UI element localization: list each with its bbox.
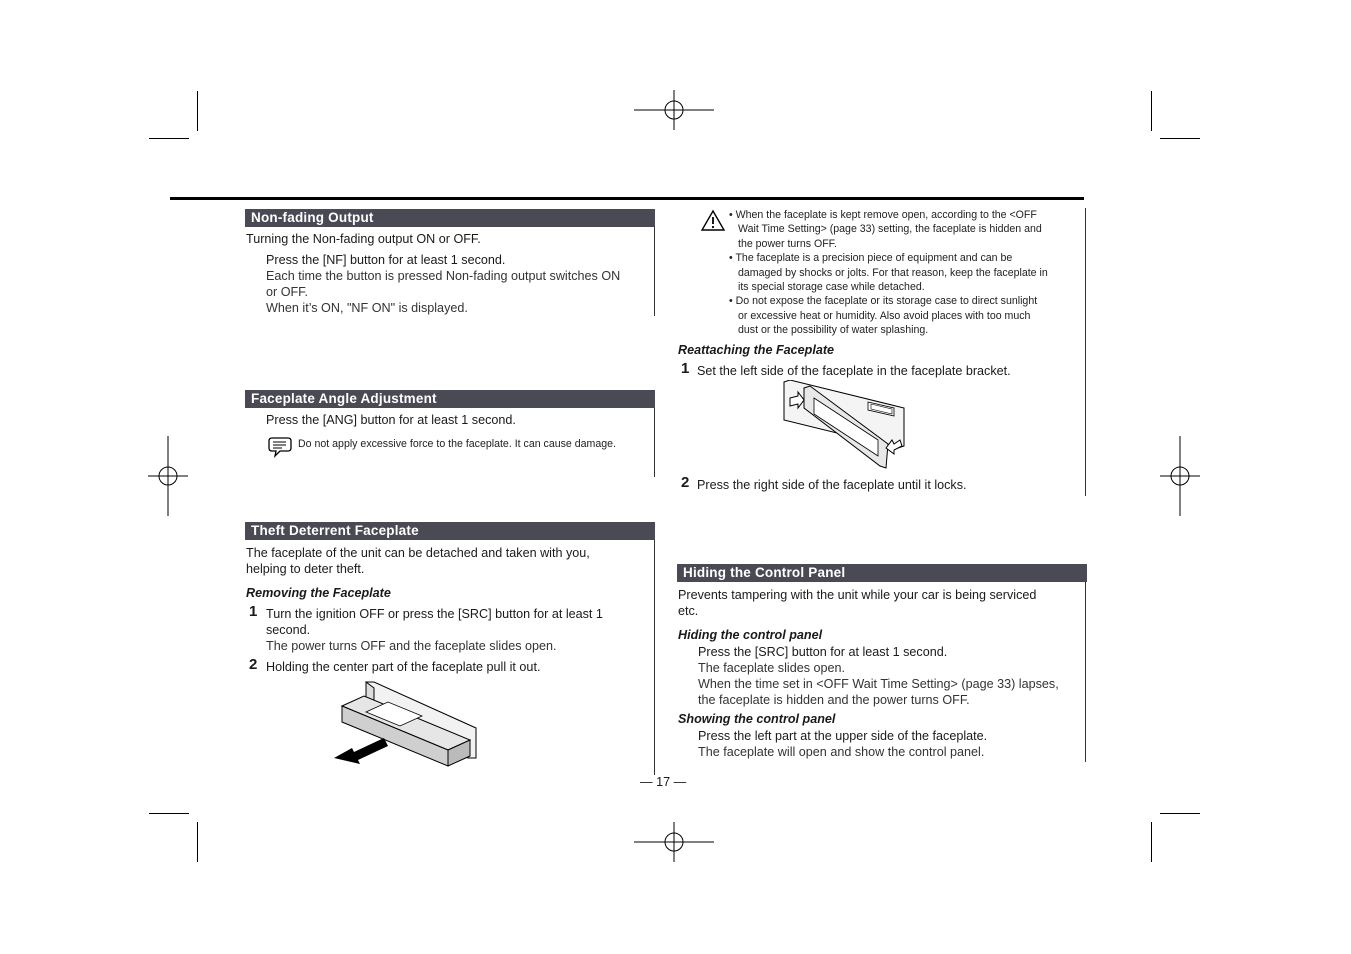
caution-bullet: • The faceplate is a precision piece of equipment and can be <box>729 252 1013 264</box>
step-number: 2 <box>249 656 258 673</box>
left-column-rule-2 <box>654 407 655 477</box>
section-heading: Theft Deterrent Faceplate <box>245 522 655 540</box>
show-heading: Showing the control panel <box>678 712 836 726</box>
removing-heading: Removing the Faceplate <box>246 586 391 600</box>
caution-bullet: • Do not expose the faceplate or its storage case to direct sunlight <box>729 295 1038 307</box>
step-note: When the time set in <OFF Wait Time Setting> (page 33) lapses, <box>698 677 1059 691</box>
hide-heading: Hiding the control panel <box>678 628 823 642</box>
step-note: the faceplate is hidden and the power turns OFF. <box>698 693 970 707</box>
detail-text: When it’s ON, "NF ON" is displayed. <box>266 301 468 315</box>
registration-mark-right <box>1160 436 1200 516</box>
registration-mark-top <box>634 90 714 130</box>
step-text: Press the [SRC] button for at least 1 second. <box>698 645 948 659</box>
step-text: Press the left part at the upper side of the faceplate. <box>698 729 988 743</box>
step-note: The faceplate will open and show the control panel. <box>698 745 985 759</box>
faceplate-removal-illustration <box>330 678 480 768</box>
caution-bullet: • When the faceplate is kept remove open, according to the <OFF <box>729 209 1037 221</box>
section-heading: Hiding the Control Panel <box>677 564 1087 582</box>
caution-bullet: damaged by shocks or jolts. For that reason, keep the faceplate in <box>738 267 1048 279</box>
step-text: Press the right side of the faceplate until it locks. <box>697 478 967 492</box>
step-note: The faceplate slides open. <box>698 661 846 675</box>
step-text: Set the left side of the faceplate in the faceplate bracket. <box>697 364 1011 378</box>
intro-text: helping to deter theft. <box>246 562 365 576</box>
intro-text: Turning the Non-fading output ON or OFF. <box>246 232 481 246</box>
note-text: Do not apply excessive force to the faceplate. It can cause damage. <box>298 438 616 450</box>
step-text: second. <box>266 623 311 637</box>
detail-text: or OFF. <box>266 285 308 299</box>
caution-bullet: dust or the possibility of water splashing. <box>738 324 929 336</box>
step-number: 1 <box>681 360 690 377</box>
section-heading: Faceplate Angle Adjustment <box>245 390 655 408</box>
step-number: 1 <box>249 603 258 620</box>
section-heading: Non-fading Output <box>245 209 655 227</box>
registration-mark-left <box>148 436 188 516</box>
step-text: Turn the ignition OFF or press the [SRC] button for at least 1 <box>266 607 603 621</box>
faceplate-reattach-illustration <box>782 380 908 470</box>
left-column-rule-3 <box>654 540 655 775</box>
top-rule <box>170 197 1084 200</box>
caution-bullet: Wait Time Setting> (page 33) setting, the faceplate is hidden and <box>738 223 1042 235</box>
warning-icon <box>700 209 726 233</box>
left-column-rule-1 <box>654 226 655 316</box>
step-text: Press the [NF] button for at least 1 second. <box>266 253 506 267</box>
step-text: Holding the center part of the faceplate pull it out. <box>266 660 541 674</box>
step-note: The power turns OFF and the faceplate slides open. <box>266 639 557 653</box>
intro-text: The faceplate of the unit can be detached and taken with you, <box>246 546 590 560</box>
caution-bullet: the power turns OFF. <box>738 238 837 250</box>
step-text: Press the [ANG] button for at least 1 second. <box>266 413 516 427</box>
caution-bullet: its special storage case while detached. <box>738 281 925 293</box>
caution-bullet: or excessive heat or humidity. Also avoid places with too much <box>738 310 1031 322</box>
registration-mark-bottom <box>634 822 714 862</box>
page-number: — 17 — <box>640 775 687 789</box>
right-column-rule-1 <box>1085 208 1086 496</box>
detail-text: Each time the button is pressed Non-fading output switches ON <box>266 269 621 283</box>
right-column-rule-2 <box>1085 580 1086 762</box>
intro-text: etc. <box>678 604 699 618</box>
step-number: 2 <box>681 474 690 491</box>
note-icon <box>268 435 294 459</box>
intro-text: Prevents tampering with the unit while your car is being serviced <box>678 588 1037 602</box>
reattach-heading: Reattaching the Faceplate <box>678 343 835 357</box>
